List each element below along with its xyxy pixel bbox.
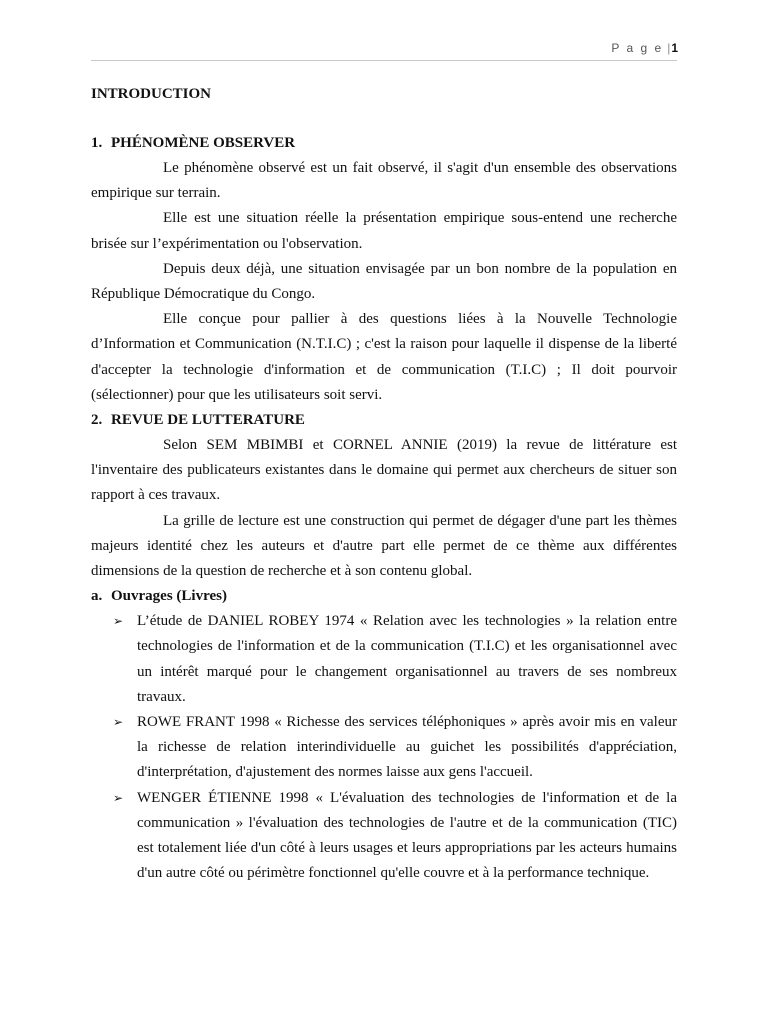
section-title: REVUE DE LUTTERATURE [111, 412, 305, 429]
section-title: PHÉNOMÈNE OBSERVER [111, 135, 296, 151]
paragraph: Elle est une situation réelle la présentation empirique sous-entend une recherche brisée sur l’expérimentation ou l'observation. [91, 210, 677, 252]
arrow-bullet-icon: ➢ [113, 614, 124, 629]
arrow-bullet-icon: ➢ [113, 790, 124, 805]
subsection-title: Ouvrages (Livres) [111, 588, 227, 605]
list-item [91, 786, 677, 887]
page-header [611, 41, 678, 55]
page-label: P a g e [611, 41, 664, 55]
paragraph: La grille de lecture est une construction qui permet de dégager d'une part les thèmes majeurs identité chez les auteurs et d'autre part elle permet de ce thème aux différentes dimensions de la question de recherche et à son contenu global. [91, 512, 677, 580]
document-title: INTRODUCTION [91, 86, 212, 102]
section-number: 1. [91, 135, 103, 151]
list-item [91, 710, 677, 786]
list-item-text: WENGER ÉTIENNE 1998 « L'évaluation des technologies de l'information et de la communication » l'évaluation des technologies de l'autre et de la communication (TIC) est totalement liée d'un côté à leurs usages et leurs appropriations par les acteurs humains d'un autre côté ou périmètre fonctionnel qu'elle couvre et à la performance technique. [137, 789, 677, 882]
bullet-list [91, 609, 677, 886]
list-item-text: L’étude de DANIEL ROBEY 1974 « Relation avec les technologies » la relation entre technologies de l'information et de la communication (T.I.C) et les organisationnel avec un intérêt marqué pour le changement organisationnel au travers de ses nombreux travaux. [137, 613, 677, 705]
header-divider [91, 60, 677, 61]
document-body [91, 82, 677, 886]
subsection-letter: a. [91, 588, 103, 605]
arrow-bullet-icon: ➢ [113, 715, 124, 730]
spacer [91, 107, 677, 131]
section-number: 2. [91, 412, 103, 429]
list-item [91, 609, 677, 710]
paragraph: Elle conçue pour pallier à des questions liées à la Nouvelle Technologie d’Information et Communication (N.T.I.C) ; c'est la raison pour laquelle il dispense de la liberté d'accepter la technologie d'information et de communication (T.I.C) ; Il doit pourvoir (sélectionner) pour que les utilisateurs soit servi. [91, 311, 677, 403]
paragraph: Depuis deux déjà, une situation envisagée par un bon nombre de la population en République Démocratique du Congo. [91, 260, 677, 303]
section-heading-revue [91, 408, 677, 433]
paragraph: Le phénomène observé est un fait observé, il s'agit d'un ensemble des observations empirique sur terrain. [91, 160, 677, 202]
paragraph: Selon SEM MBIMBI et CORNEL ANNIE (2019) la revue de littérature est l'inventaire des publicateurs existantes dans le domaine qui permet aux chercheurs de situer son rapport à ces travaux. [91, 437, 677, 504]
page-number: 1 [671, 41, 678, 55]
section-heading-phenomene [91, 131, 677, 156]
list-item-text: ROWE FRANT 1998 « Richesse des services téléphoniques » après avoir mis en valeur la richesse de relation interindividuelle au guichet les possibilités d'appréciation, d'interprétation, d'ajustement des normes laisse aux gens l'accueil. [137, 714, 677, 781]
page-separator: | [667, 41, 671, 55]
subsection-heading-ouvrages [91, 584, 677, 609]
